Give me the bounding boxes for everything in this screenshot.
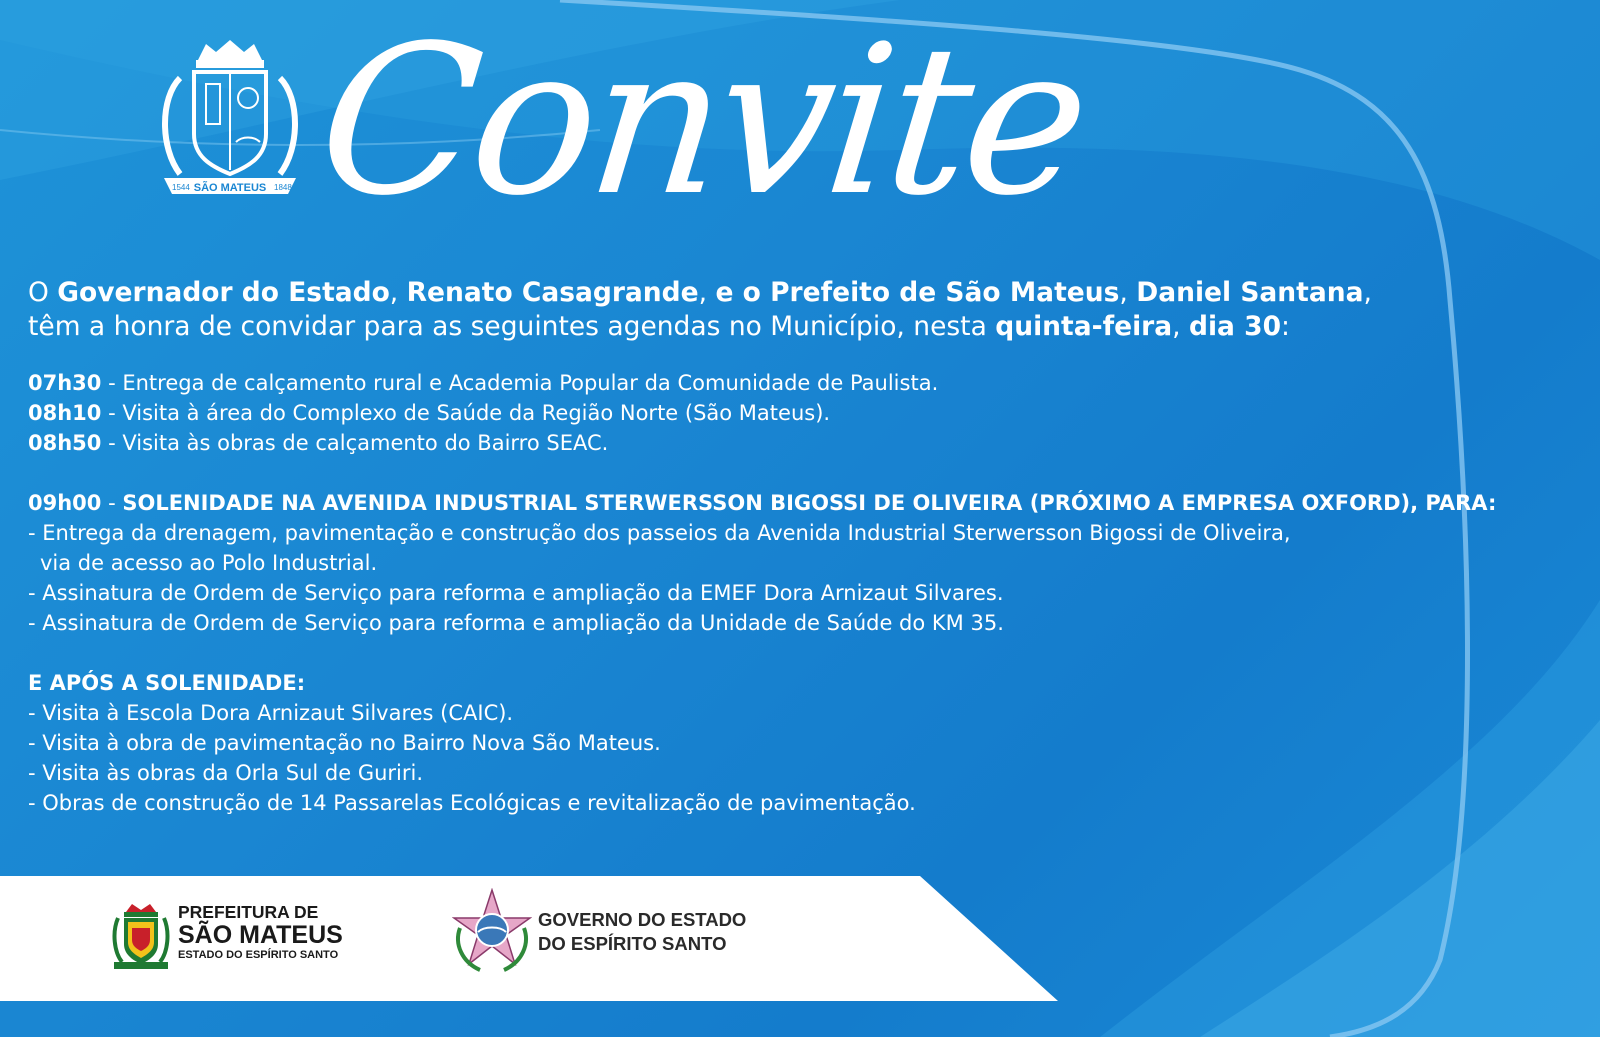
crest-year-left: 1544 xyxy=(172,183,190,192)
schedule-item xyxy=(28,398,1548,428)
ceremony-time: 09h00 xyxy=(28,491,102,515)
intro-line-1 xyxy=(28,276,1548,310)
schedule-time: 07h30 xyxy=(28,371,102,395)
ceremony-item: - Entrega da drenagem, pavimentação e construção dos passeios da Avenida Industrial Sterwersson Bigossi de Oliveira, xyxy=(28,521,1291,545)
ceremony-title: SOLENIDADE NA AVENIDA INDUSTRIAL STERWERSSON BIGOSSI DE OLIVEIRA (PRÓXIMO A EMPRESA OXFORD), PARA: xyxy=(122,491,1497,515)
schedule-text: - Visita à área do Complexo de Saúde da Região Norte (São Mateus). xyxy=(101,401,831,425)
intro-day: dia 30 xyxy=(1188,311,1282,342)
intro-text: , xyxy=(389,277,407,308)
governo-line-2: DO ESPÍRITO SANTO xyxy=(538,933,727,954)
ceremony-separator: - xyxy=(101,491,123,515)
prefeitura-logo-text xyxy=(178,902,343,962)
page-title: Convite xyxy=(309,1,1094,241)
intro-mayor-title: e o Prefeito de São Mateus xyxy=(715,277,1120,308)
governo-line-1: GOVERNO DO ESTADO xyxy=(538,909,747,930)
after-item: - Visita à obra de pavimentação no Bairro Nova São Mateus. xyxy=(28,731,661,755)
schedule-item xyxy=(28,368,1548,398)
governo-es-emblem-icon xyxy=(452,888,532,974)
after-item: - Visita à Escola Dora Arnizaut Silvares (CAIC). xyxy=(28,701,514,725)
intro-governor-name: Renato Casagrande xyxy=(406,277,699,308)
prefeitura-crest-icon xyxy=(112,904,170,970)
crest-city: SÃO MATEUS xyxy=(193,182,267,194)
governo-logo-text xyxy=(538,908,746,956)
schedule-text: - Entrega de calçamento rural e Academia Popular da Comunidade de Paulista. xyxy=(101,371,939,395)
intro-mayor-name: Daniel Santana xyxy=(1136,277,1364,308)
intro-text: têm a honra de convidar para as seguintes agendas no Município, nesta xyxy=(28,311,996,342)
prefeitura-line-1: PREFEITURA DE xyxy=(178,902,319,922)
intro-text: , xyxy=(1119,277,1137,308)
intro-line-2 xyxy=(28,310,1548,344)
after-title: E APÓS A SOLENIDADE: xyxy=(28,671,306,695)
after-item: - Obras de construção de 14 Passarelas Ecológicas e revitalização de pavimentação. xyxy=(28,791,916,815)
intro-text: , xyxy=(698,277,716,308)
after-item: - Visita às obras da Orla Sul de Guriri. xyxy=(28,761,424,785)
prefeitura-line-3: ESTADO DO ESPÍRITO SANTO xyxy=(178,949,339,961)
intro-text: , xyxy=(1172,311,1189,342)
intro-text: , xyxy=(1363,277,1372,308)
ceremony-item: - Assinatura de Ordem de Serviço para reforma e ampliação da Unidade de Saúde do KM 35. xyxy=(28,611,1004,635)
ceremony-heading xyxy=(28,488,1548,518)
prefeitura-line-2: SÃO MATEUS xyxy=(178,921,343,949)
schedule-time: 08h50 xyxy=(28,431,102,455)
sao-mateus-crest xyxy=(150,38,310,200)
intro-weekday: quinta-feira xyxy=(995,311,1173,342)
ceremony-item: via de acesso ao Polo Industrial. xyxy=(40,551,378,575)
intro-governor-title: Governador do Estado xyxy=(57,277,390,308)
intro-text: O xyxy=(28,277,58,308)
schedule-text: - Visita às obras de calçamento do Bairro SEAC. xyxy=(101,431,609,455)
invitation-body xyxy=(28,276,1548,818)
schedule xyxy=(28,368,1548,818)
schedule-time: 08h10 xyxy=(28,401,102,425)
intro-text: : xyxy=(1281,311,1290,342)
crest-year-right: 1848 xyxy=(274,183,292,192)
schedule-item xyxy=(28,428,1548,458)
after-heading xyxy=(28,668,1548,698)
ceremony-item: - Assinatura de Ordem de Serviço para reforma e ampliação da EMEF Dora Arnizaut Silvares. xyxy=(28,581,1004,605)
